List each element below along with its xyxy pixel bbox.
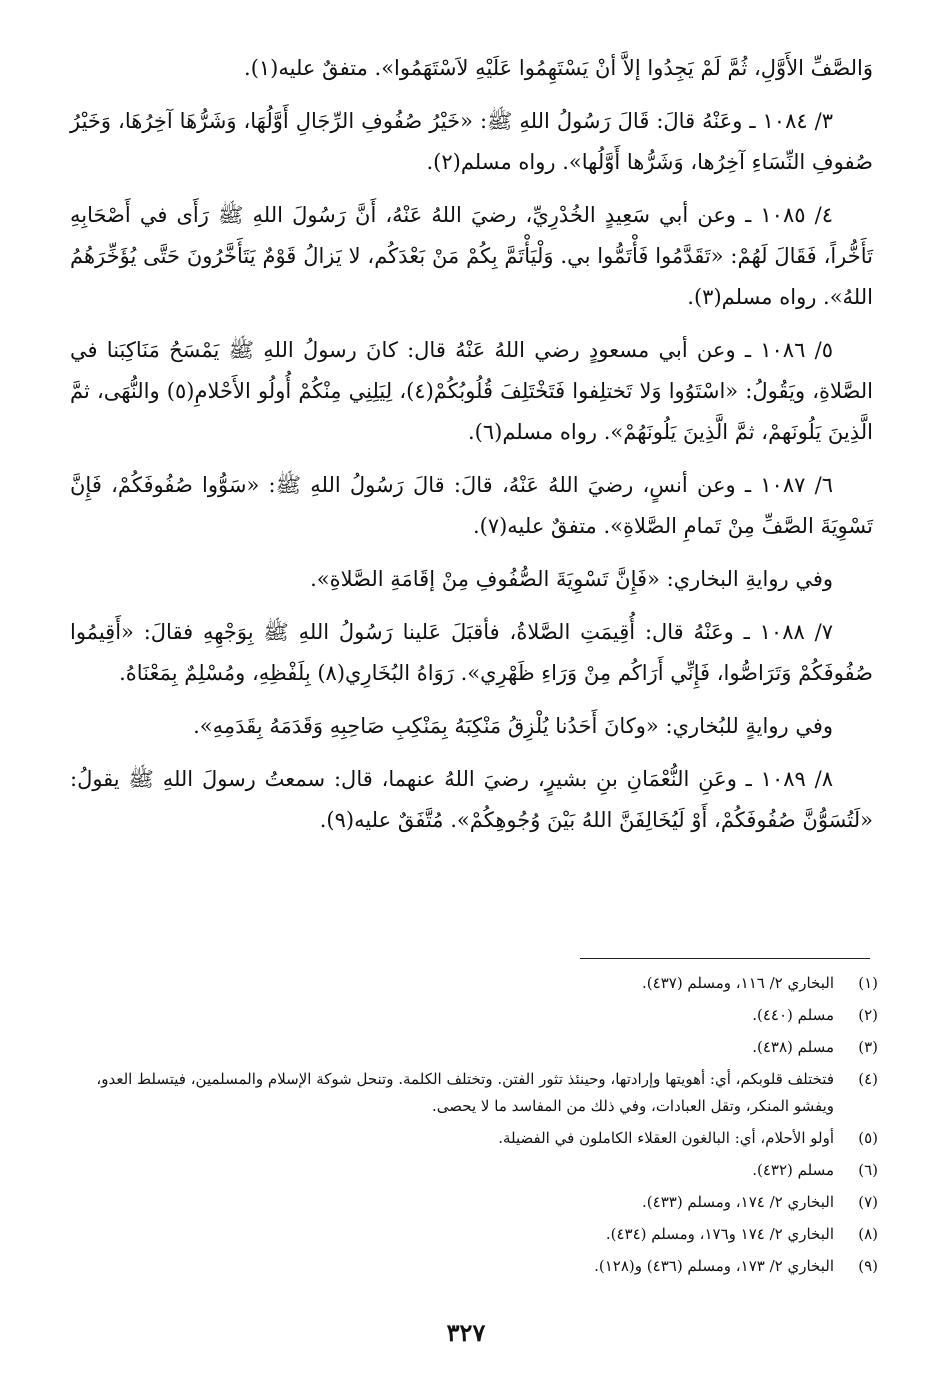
footnote-number: (٩)	[858, 1257, 878, 1275]
footnote-number: (١)	[858, 974, 878, 992]
footnotes	[70, 970, 878, 1285]
footnote	[70, 1066, 878, 1120]
footnote-number: (٨)	[858, 1225, 878, 1243]
footnote-number: (٤)	[858, 1070, 878, 1088]
footnote-text: البخاري ٢/ ١٧٤ و١٧٦، ومسلم (٤٣٤).	[605, 1225, 834, 1243]
hadith-1089: ٨/ ١٠٨٩ ـ وعَنِ النُّعْمَانِ بنِ بشيرٍ، رضيَ اللهُ عنهما، قال: سمعتُ رسولَ اللهِ ﷺ يقولُ: «لَتُسَوُّنَّ صُفُوفَكُمْ، أَوْ لَيُخَالِفَنَّ اللهُ بَيْنَ وُجُوهِكُمْ». مُتَّفَقٌ عليه(٩).	[70, 767, 873, 832]
footnote	[70, 1034, 878, 1061]
footnote	[70, 1125, 878, 1152]
footnote-number: (٢)	[858, 1006, 878, 1024]
footnote-text: البخاري ٢/ ١٧٣، ومسلم (٤٣٦) و(١٢٨).	[594, 1257, 834, 1275]
hadith-1084: ٣/ ١٠٨٤ ـ وعَنْهُ قالَ: قَالَ رَسُولُ اللهِ ﷺ: «خَيْرُ صُفُوفِ الرِّجَالِ أَوَّلُهَا، وَشَرُّهَا آخِرُهَا، وَخَيْرُ صُفوفِ النِّسَاءِ آخِرُها، وَشَرُّها أَوَّلُها». رواه مسلم(٢).	[70, 109, 873, 174]
footnote	[70, 1221, 878, 1248]
page-number: ٣٢٧	[446, 1318, 486, 1347]
hadith-1088: ٧/ ١٠٨٨ ـ وعَنْهُ قال: أُقِيمَتِ الصَّلاةُ، فأقبَلَ عَلينا رَسُولُ اللهِ ﷺ بِوَجْهِهِ فقالَ: «أَقِيمُوا صُفُوفَكُمْ وَتَرَاصُّوا، فَإِنِّي أَرَاكُم مِنْ وَرَاءِ ظَهْرِي». رَوَاهُ البُخَارِي(٨) بِلَفْظِهِ، ومُسْلِمٌ بِمَعْنَاهُ.	[70, 620, 873, 685]
bukhari-narration-1087: وفي روايةِ البخاري: «فَإِنَّ تَسْوِيَةَ الصُّفُوفِ مِنْ إقَامَةِ الصَّلاةِ».	[310, 567, 833, 591]
paragraph-continuation: وَالصَّفِّ الأَوَّلِ، ثُمَّ لَمْ يَجِدُوا إلاَّ أنْ يَسْتَهِمُوا عَلَيْهِ لاَسْتَهَمُوا». متفقٌ عليه(١).	[244, 56, 873, 80]
footnote-text: مسلم (٤٣٢).	[752, 1161, 834, 1179]
footnote-text: مسلم (٤٤٠).	[752, 1006, 834, 1024]
footnote-text: مسلم (٤٣٨).	[752, 1038, 834, 1056]
footnote-text: أولو الأحلام، أي: البالغون العقلاء الكاملون في الفضيلة.	[498, 1129, 834, 1147]
hadith-1085: ٤/ ١٠٨٥ ـ وعن أبي سَعِيدٍ الخُدْرِيِّ، رضيَ اللهُ عَنْهُ، أَنَّ رَسُولَ اللهِ ﷺ رَأَى في أَصْحَابِهِ تَأَخُّراً، فَقَالَ لَهُمْ: «تَقَدَّمُوا فَأْتَمُّوا بي. وَلْيَأْتَمَّ بِكُمْ مَنْ بَعْدَكُم، لا يَزالُ قَوْمٌ يَتَأَخَّرُونَ حَتَّى يُؤَخِّرَهُمُ اللهُ». رواه مسلم(٣).	[70, 203, 873, 309]
hadith-1087: ٦/ ١٠٨٧ ـ وعن أنسٍ، رضيَ اللهُ عَنْهُ، قالَ: قالَ رَسُولُ اللهِ ﷺ: «سَوُّوا صُفُوفَكُمْ، فَإِنَّ تَسْوِيَةَ الصَّفِّ مِنْ تَمامِ الصَّلاةِ». متفقٌ عليه(٧).	[70, 473, 873, 538]
footnote-number: (٧)	[858, 1193, 878, 1211]
footnote-text: فتختلف قلوبكم، أي: أهويتها وإرادتها، وحينئذ تثور الفتن. وتختلف الكلمة. وتنحل شوكة الإسلام والمسلمين، فيتسلط العدو، ويفشو المنكر، وتقل العبادات، وفي ذلك من المفاسد ما لا يحصى.	[96, 1070, 834, 1115]
footnote-divider	[580, 958, 870, 959]
footnote-number: (٣)	[858, 1038, 878, 1056]
footnote	[70, 970, 878, 997]
footnote-text: البخاري ٢/ ١٧٤، ومسلم (٤٣٣).	[642, 1193, 834, 1211]
footnote	[70, 1189, 878, 1216]
footnote	[70, 1157, 878, 1184]
footnote-text: البخاري ٢/ ١١٦، ومسلم (٤٣٧).	[642, 974, 834, 992]
footnote	[70, 1253, 878, 1280]
page-body	[70, 48, 873, 841]
bukhari-narration-1088: وفي روايةٍ للبُخاري: «وكانَ أَحَدُنا يُلْزِقُ مَنْكِبَهُ بِمَنْكِبِ صَاحِبِهِ وَقَدَمَهُ بِقَدَمِهِ».	[193, 714, 833, 738]
hadith-1086: ٥/ ١٠٨٦ ـ وعن أبي مسعودٍ رضي اللهُ عَنْهُ قال: كانَ رسولُ اللهِ ﷺ يَمْسَحُ مَنَاكِبَنا في الصَّلاةِ، ويَقُولُ: «اسْتَوُوا وَلا تَختلِفوا فَتَخْتَلِفَ قُلُوبُكُمْ(٤)، لِيَلِنِي مِنْكُمْ أُولُو الأَحْلامِ(٥) والنُّهَى، ثمَّ الَّذِينَ يَلُونَهمْ، ثمَّ الَّذِينَ يَلُونَهُمْ». رواه مسلم(٦).	[70, 338, 873, 444]
footnote	[70, 1002, 878, 1029]
footnote-number: (٦)	[858, 1161, 878, 1179]
footnote-number: (٥)	[858, 1129, 878, 1147]
